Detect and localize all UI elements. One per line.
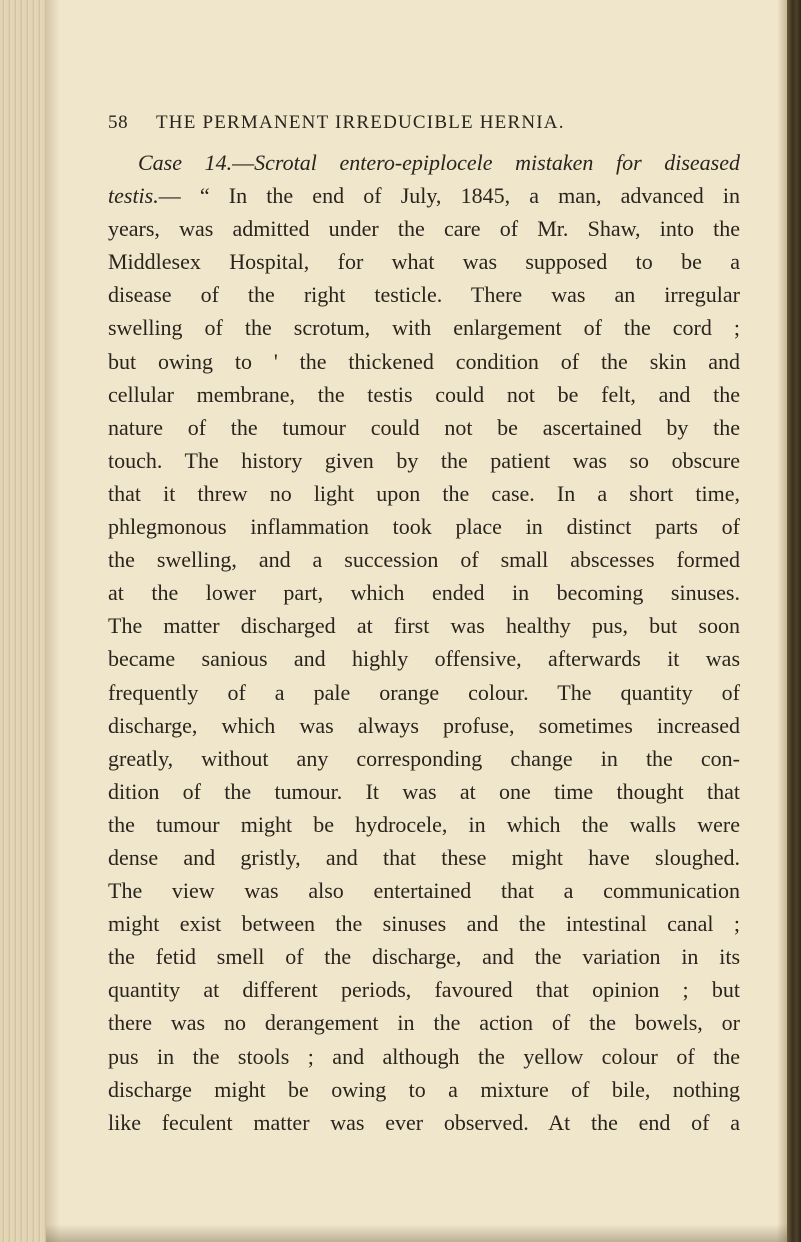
text-line: touch. The history given by the patient was so obscure [108, 447, 740, 473]
page-edge-shadow [777, 0, 787, 1242]
text-line: dition of the tumour. It was at one time thought that [108, 778, 740, 804]
page-bottom-shadow [46, 1224, 787, 1242]
case-heading-line: Case 14.—Scrotal entero-epiplocele mistaken for diseased [138, 150, 740, 175]
text-line: The view was also entertained that a communication [108, 878, 740, 904]
text-line: at the lower part, which ended in becoming sinuses. [108, 580, 740, 606]
text-line: nature of the tumour could not be ascertained by the [108, 414, 740, 440]
text-line: greatly, without any corresponding change in the con- [108, 745, 740, 771]
text-line: discharge, which was always profuse, sometimes increased [108, 712, 740, 738]
body-text [108, 146, 740, 1139]
text-line: frequently of a pale orange colour. The quantity of [108, 679, 740, 705]
text-line: years, was admitted under the care of Mr. Shaw, into the [108, 216, 740, 242]
running-title: THE PERMANENT IRREDUCIBLE HERNIA. [156, 112, 565, 133]
text-line: but owing to ' the thickened condition of the skin and [108, 348, 740, 374]
text-line: phlegmonous inflammation took place in distinct parts of [108, 514, 740, 540]
text-line: became sanious and highly offensive, afterwards it was [108, 646, 740, 672]
text-line: like feculent matter was ever observed. At the end of a [108, 1109, 740, 1135]
text-line: the tumour might be hydrocele, in which the walls were [108, 811, 740, 837]
text-line: disease of the right testicle. There was an irregular [108, 282, 740, 308]
text-line: cellular membrane, the testis could not be felt, and the [108, 381, 740, 407]
text-line: The matter discharged at first was healthy pus, but soon [108, 613, 740, 639]
text-line-content: — “ In the end of July, 1845, a man, advanced in [158, 183, 740, 209]
text-line: pus in the stools ; and although the yellow colour of the [108, 1043, 740, 1069]
case-number: Case 14. [138, 150, 233, 175]
text-line: there was no derangement in the action of the bowels, or [108, 1010, 740, 1036]
text-line: might exist between the sinuses and the intestinal canal ; [108, 911, 740, 937]
running-head [108, 112, 740, 142]
case-title: Scrotal entero-epiplocele mistaken for diseased [254, 150, 740, 175]
text-line: dense and gristly, and that these might have sloughed. [108, 844, 740, 870]
page-edge [787, 0, 801, 1242]
text-line: quantity at different periods, favoured that opinion ; but [108, 977, 740, 1003]
text-line: the swelling, and a succession of small abscesses formed [108, 547, 740, 573]
text-line: the fetid smell of the discharge, and the variation in its [108, 944, 740, 970]
case-title-continued: testis. [108, 183, 159, 209]
text-line: swelling of the scrotum, with enlargement of the cord ; [108, 315, 740, 341]
text-line: that it threw no light upon the case. In a short time, [108, 480, 740, 506]
book-page [108, 112, 740, 1139]
page-number: 58 [108, 112, 129, 133]
text-line [108, 179, 740, 212]
text-line: discharge might be owing to a mixture of bile, nothing [108, 1076, 740, 1102]
text-line: Middlesex Hospital, for what was supposed to be a [108, 249, 740, 275]
book-gutter [0, 0, 46, 1242]
